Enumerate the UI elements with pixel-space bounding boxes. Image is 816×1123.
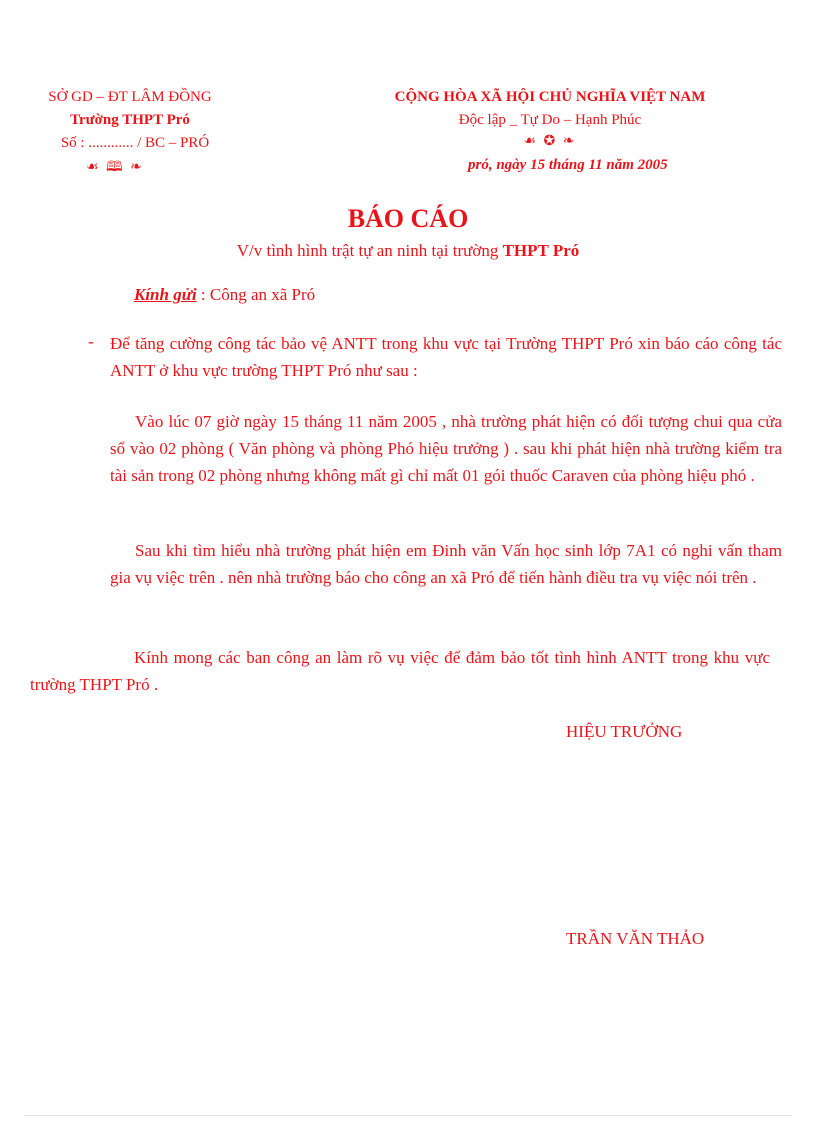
document-date: pró, ngày 15 tháng 11 năm 2005 [468,157,668,173]
recipient-label: Kính gửi [134,285,197,304]
school-name: Trường THPT Pró [70,112,190,128]
paragraph-2: Vào lúc 07 giờ ngày 15 tháng 11 năm 2005 , nhà trường phát hiện có đối tượng chui qua cửa sổ vào 02 phòng ( Văn phòng và phòng Phó hiệu trưởng ) . sau khi phát hiện nhà trường kiểm tra tài sản trong 02 phòng nhưng không mất gì chỉ mất 01 gói thuốc Caraven của phòng hiệu phó . [110,412,782,485]
subtitle-school: THPT Pró [502,241,580,260]
page-bottom-divider [24,1115,792,1116]
bullet-mark: - [88,332,94,351]
left-ornament: ☙ 🕮 ❧ [86,160,144,175]
subtitle-prefix: V/v tình hình trật tự an ninh tại trường [236,241,499,260]
document-title: BÁO CÁO [347,204,469,233]
country-name: CỘNG HÒA XÃ HỘI CHỦ NGHĨA VIỆT NAM [394,89,706,105]
document-subtitle [0,241,816,261]
paragraph-1: Để tăng cường công tác bảo vệ ANTT trong khu vực tại Trường THPT Pró xin báo cáo công tác ANTT ở khu vực trường THPT Pró như sau : [110,334,782,380]
signature-role: HIỆU TRƯỞNG [566,722,683,741]
department-name: SỞ GD – ĐT LÂM ĐỒNG [48,89,212,105]
recipient-line [134,285,315,305]
right-ornament: ☙ ✪ ❧ [523,134,577,149]
signature-name: TRẦN VĂN THẢO [566,929,705,948]
document-number: Số : ............ / BC – PRÓ [60,135,210,151]
paragraph-3: Sau khi tìm hiểu nhà trường phát hiện em Đinh văn Vấn học sinh lớp 7A1 có nghi vấn tham gia vụ việc trên . nên nhà trường báo cho công an xã Pró để tiến hành điều tra vụ việc nói trên . [110,541,782,587]
national-motto: Độc lập _ Tự Do – Hạnh Phúc [458,112,642,128]
recipient-value: : Công an xã Pró [196,285,316,304]
paragraph-4: Kính mong các ban công an làm rõ vụ việc để đảm bảo tốt tình hình ANTT trong khu vực trường THPT Pró . [30,648,770,694]
